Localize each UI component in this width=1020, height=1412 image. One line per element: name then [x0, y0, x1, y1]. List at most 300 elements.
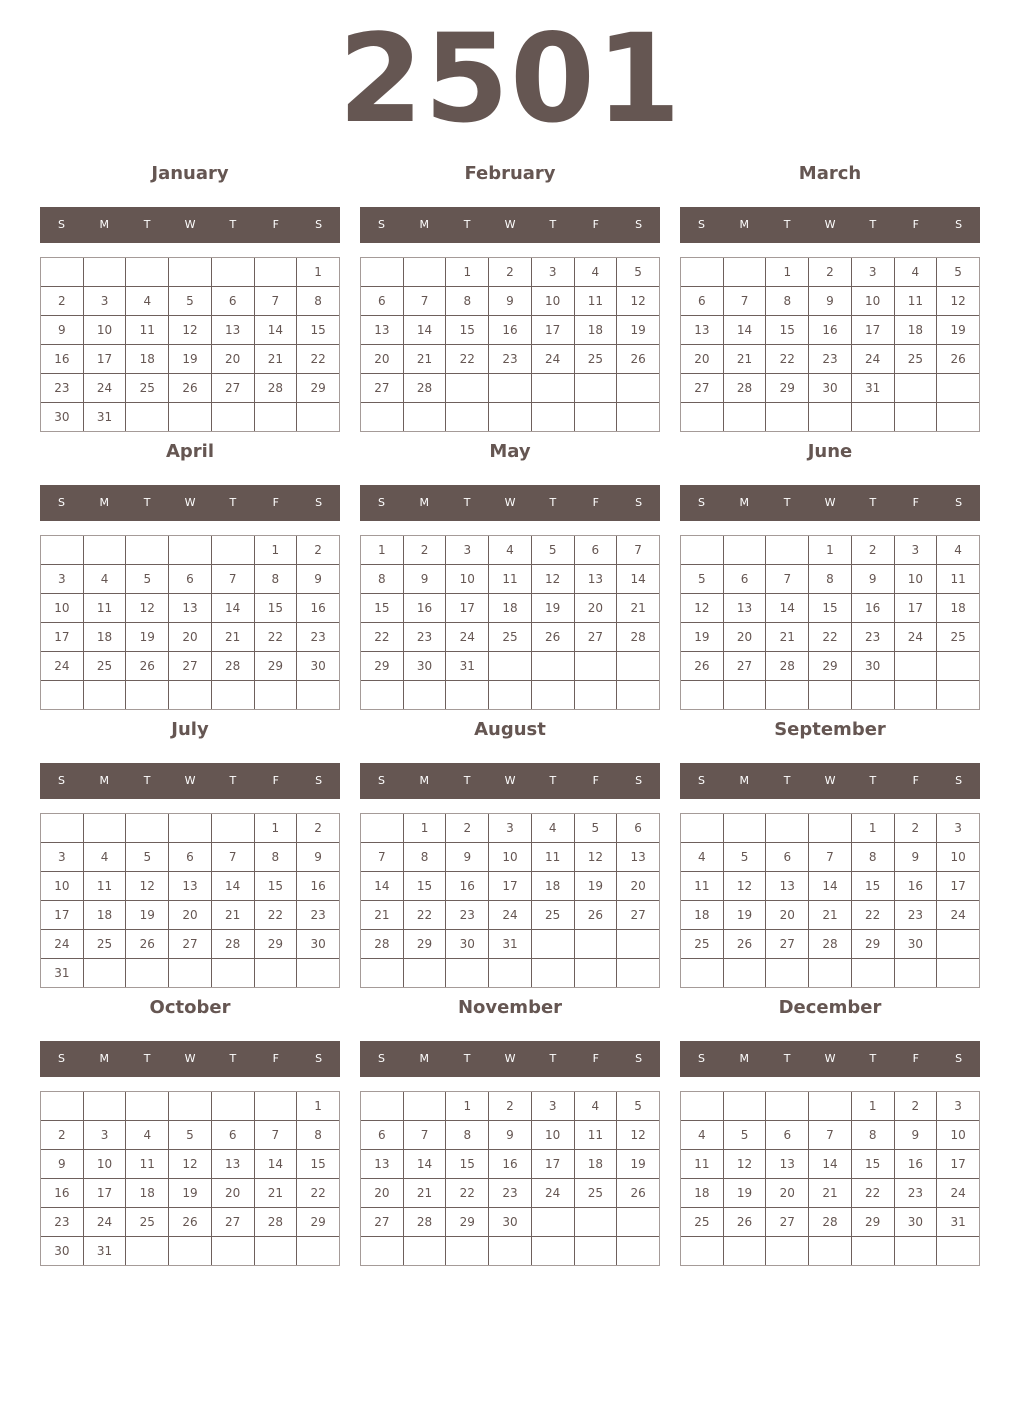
month-title: June	[807, 441, 853, 462]
day-cell: 3	[83, 1121, 126, 1150]
week-row	[361, 1237, 660, 1266]
day-cell: 13	[766, 1150, 809, 1179]
day-cell: 5	[531, 536, 574, 565]
day-cell: 12	[531, 565, 574, 594]
day-cell: 28	[211, 652, 254, 681]
empty-cell	[894, 1237, 937, 1266]
month-title: May	[489, 441, 531, 462]
week-row	[361, 565, 660, 594]
empty-cell	[297, 681, 340, 710]
day-cell: 10	[489, 843, 532, 872]
day-cell: 26	[126, 652, 169, 681]
day-cell: 21	[211, 901, 254, 930]
day-cell: 31	[489, 930, 532, 959]
week-row	[41, 287, 340, 316]
day-cell: 15	[361, 594, 404, 623]
day-cell: 9	[297, 843, 340, 872]
week-row	[361, 403, 660, 432]
day-cell: 30	[41, 1237, 84, 1266]
day-cell: 27	[211, 1208, 254, 1237]
day-cell: 1	[297, 1092, 340, 1121]
empty-cell	[211, 403, 254, 432]
day-cell: 2	[41, 287, 84, 316]
day-cell: 29	[361, 652, 404, 681]
day-cell: 24	[937, 901, 980, 930]
empty-cell	[723, 403, 766, 432]
day-cell: 11	[126, 1150, 169, 1179]
day-cell: 4	[574, 1092, 617, 1121]
week-row	[361, 1150, 660, 1179]
empty-cell	[211, 681, 254, 710]
weekday-label: S	[377, 774, 385, 787]
empty-cell	[723, 258, 766, 287]
day-cell: 21	[361, 901, 404, 930]
year-title: 2501	[338, 8, 682, 150]
week-row	[681, 565, 980, 594]
empty-cell	[126, 959, 169, 988]
empty-cell	[723, 1237, 766, 1266]
week-row	[41, 901, 340, 930]
day-cell: 8	[297, 287, 340, 316]
week-row	[361, 374, 660, 403]
weekday-label: S	[377, 218, 385, 231]
empty-cell	[531, 1208, 574, 1237]
day-cell: 20	[211, 345, 254, 374]
weekday-label: S	[697, 774, 705, 787]
day-cell: 17	[83, 1179, 126, 1208]
day-cell: 24	[83, 1208, 126, 1237]
weekday-label: T	[549, 218, 557, 231]
empty-cell	[937, 959, 980, 988]
day-cell: 29	[254, 930, 297, 959]
day-cell: 18	[937, 594, 980, 623]
day-cell: 20	[574, 594, 617, 623]
weekday-label: S	[955, 218, 963, 231]
day-cell: 20	[723, 623, 766, 652]
day-cell: 8	[446, 1121, 489, 1150]
day-cell: 21	[809, 1179, 852, 1208]
day-cell: 24	[531, 1179, 574, 1208]
empty-cell	[126, 258, 169, 287]
day-cell: 7	[254, 287, 297, 316]
empty-cell	[41, 1092, 84, 1121]
weekday-label: W	[504, 1052, 516, 1065]
day-cell: 27	[169, 930, 212, 959]
day-cell: 22	[297, 1179, 340, 1208]
empty-cell	[446, 403, 489, 432]
day-cell: 10	[531, 1121, 574, 1150]
empty-cell	[446, 1237, 489, 1266]
empty-cell	[169, 959, 212, 988]
day-cell: 13	[361, 1150, 404, 1179]
day-cell: 28	[361, 930, 404, 959]
empty-cell	[809, 1092, 852, 1121]
day-cell: 11	[681, 872, 724, 901]
day-cell: 27	[617, 901, 660, 930]
day-cell: 16	[446, 872, 489, 901]
day-cell: 17	[894, 594, 937, 623]
day-cell: 25	[126, 374, 169, 403]
day-cell: 13	[723, 594, 766, 623]
day-cell: 14	[211, 594, 254, 623]
day-cell: 20	[169, 901, 212, 930]
day-cell: 28	[809, 930, 852, 959]
day-cell: 21	[766, 623, 809, 652]
day-cell: 30	[41, 403, 84, 432]
weekday-label: F	[912, 774, 919, 787]
day-cell: 9	[446, 843, 489, 872]
weekday-header	[360, 207, 660, 243]
weekday-header	[360, 763, 660, 799]
day-cell: 14	[403, 1150, 446, 1179]
weekday-label: S	[377, 1052, 385, 1065]
weekday-label: M	[739, 496, 750, 509]
day-cell: 15	[403, 872, 446, 901]
day-cell: 5	[723, 1121, 766, 1150]
day-cell: 26	[723, 930, 766, 959]
day-cell: 13	[617, 843, 660, 872]
weekday-label: F	[592, 496, 599, 509]
weekday-label: M	[419, 774, 430, 787]
day-cell: 1	[254, 536, 297, 565]
day-cell: 12	[574, 843, 617, 872]
month-title: April	[165, 441, 215, 462]
week-row	[361, 623, 660, 652]
empty-cell	[41, 258, 84, 287]
day-cell: 22	[297, 345, 340, 374]
weekday-label: W	[824, 218, 836, 231]
week-row	[361, 930, 660, 959]
weekday-label: W	[824, 496, 836, 509]
day-cell: 18	[681, 901, 724, 930]
day-cell: 5	[574, 814, 617, 843]
day-cell: 29	[851, 1208, 894, 1237]
day-cell: 16	[489, 316, 532, 345]
day-cell: 7	[211, 843, 254, 872]
day-cell: 23	[297, 901, 340, 930]
weekday-label: T	[463, 218, 471, 231]
empty-cell	[617, 403, 660, 432]
day-cell: 19	[681, 623, 724, 652]
day-cell: 24	[489, 901, 532, 930]
day-cell: 19	[126, 901, 169, 930]
day-cell: 22	[254, 901, 297, 930]
empty-cell	[766, 1237, 809, 1266]
day-cell: 13	[361, 316, 404, 345]
day-cell: 18	[126, 345, 169, 374]
day-cell: 10	[531, 287, 574, 316]
day-cell: 12	[169, 316, 212, 345]
week-row	[681, 403, 980, 432]
day-cell: 23	[894, 901, 937, 930]
weekday-label: F	[592, 774, 599, 787]
empty-cell	[297, 403, 340, 432]
day-cell: 14	[723, 316, 766, 345]
empty-cell	[766, 536, 809, 565]
weekday-label: S	[635, 218, 643, 231]
weekday-label: S	[57, 496, 65, 509]
day-cell: 11	[489, 565, 532, 594]
day-cell: 1	[766, 258, 809, 287]
weekday-label: S	[635, 774, 643, 787]
weekday-label: M	[739, 1052, 750, 1065]
day-cell: 14	[254, 316, 297, 345]
day-cell: 23	[41, 374, 84, 403]
empty-cell	[489, 681, 532, 710]
day-cell: 17	[937, 1150, 980, 1179]
day-grid	[40, 257, 340, 432]
day-grid	[360, 813, 660, 988]
day-cell: 1	[254, 814, 297, 843]
weekday-label: T	[783, 774, 791, 787]
day-cell: 26	[126, 930, 169, 959]
week-row	[361, 901, 660, 930]
weekday-header	[680, 1041, 980, 1077]
day-cell: 12	[126, 872, 169, 901]
week-row	[361, 594, 660, 623]
empty-cell	[851, 1237, 894, 1266]
week-row	[681, 594, 980, 623]
day-cell: 1	[297, 258, 340, 287]
day-cell: 31	[851, 374, 894, 403]
day-cell: 2	[297, 536, 340, 565]
day-cell: 29	[297, 1208, 340, 1237]
weekday-label: T	[869, 774, 877, 787]
day-cell: 19	[126, 623, 169, 652]
day-cell: 4	[681, 1121, 724, 1150]
day-cell: 22	[766, 345, 809, 374]
day-cell: 4	[531, 814, 574, 843]
empty-cell	[489, 959, 532, 988]
day-cell: 10	[83, 316, 126, 345]
weekday-label: T	[463, 496, 471, 509]
day-cell: 8	[766, 287, 809, 316]
day-cell: 31	[446, 652, 489, 681]
day-cell: 27	[681, 374, 724, 403]
week-row	[41, 345, 340, 374]
day-cell: 12	[723, 872, 766, 901]
week-row	[361, 652, 660, 681]
day-cell: 7	[766, 565, 809, 594]
day-cell: 6	[211, 1121, 254, 1150]
empty-cell	[361, 258, 404, 287]
day-cell: 22	[446, 1179, 489, 1208]
empty-cell	[531, 374, 574, 403]
day-cell: 11	[574, 1121, 617, 1150]
day-cell: 3	[531, 1092, 574, 1121]
weekday-label: T	[229, 218, 237, 231]
empty-cell	[361, 1237, 404, 1266]
day-cell: 28	[766, 652, 809, 681]
day-cell: 30	[894, 930, 937, 959]
day-cell: 6	[169, 843, 212, 872]
empty-cell	[169, 1092, 212, 1121]
day-cell: 26	[169, 374, 212, 403]
day-cell: 13	[169, 872, 212, 901]
day-cell: 26	[531, 623, 574, 652]
day-cell: 29	[254, 652, 297, 681]
day-cell: 11	[83, 872, 126, 901]
day-cell: 30	[851, 652, 894, 681]
day-cell: 3	[531, 258, 574, 287]
day-grid	[40, 1091, 340, 1266]
day-cell: 17	[489, 872, 532, 901]
day-cell: 15	[809, 594, 852, 623]
day-cell: 4	[126, 1121, 169, 1150]
day-grid	[680, 535, 980, 710]
day-cell: 9	[851, 565, 894, 594]
week-row	[41, 872, 340, 901]
day-cell: 1	[403, 814, 446, 843]
empty-cell	[617, 1208, 660, 1237]
empty-cell	[297, 1237, 340, 1266]
empty-cell	[489, 1237, 532, 1266]
day-cell: 4	[489, 536, 532, 565]
day-cell: 2	[41, 1121, 84, 1150]
day-cell: 20	[766, 1179, 809, 1208]
week-row	[41, 930, 340, 959]
day-cell: 6	[211, 287, 254, 316]
day-cell: 15	[297, 316, 340, 345]
day-cell: 9	[41, 316, 84, 345]
day-grid	[40, 535, 340, 710]
weekday-header	[680, 763, 980, 799]
day-cell: 15	[297, 1150, 340, 1179]
day-cell: 15	[254, 594, 297, 623]
day-cell: 28	[617, 623, 660, 652]
empty-cell	[254, 1237, 297, 1266]
empty-cell	[574, 652, 617, 681]
week-row	[41, 316, 340, 345]
weekday-label: T	[783, 496, 791, 509]
weekday-label: T	[549, 774, 557, 787]
empty-cell	[446, 374, 489, 403]
weekday-label: T	[143, 496, 151, 509]
empty-cell	[809, 403, 852, 432]
day-cell: 16	[41, 345, 84, 374]
week-row	[361, 814, 660, 843]
day-cell: 13	[681, 316, 724, 345]
week-row	[41, 681, 340, 710]
day-cell: 24	[41, 930, 84, 959]
day-cell: 30	[809, 374, 852, 403]
day-grid	[680, 1091, 980, 1266]
empty-cell	[531, 403, 574, 432]
day-cell: 22	[809, 623, 852, 652]
weekday-label: S	[57, 1052, 65, 1065]
day-cell: 24	[446, 623, 489, 652]
weekday-label: W	[184, 496, 196, 509]
empty-cell	[723, 536, 766, 565]
day-cell: 26	[681, 652, 724, 681]
empty-cell	[403, 959, 446, 988]
weekday-label: S	[57, 218, 65, 231]
week-row	[41, 1179, 340, 1208]
week-row	[361, 681, 660, 710]
empty-cell	[531, 930, 574, 959]
day-cell: 12	[937, 287, 980, 316]
weekday-label: S	[315, 496, 323, 509]
day-cell: 1	[809, 536, 852, 565]
day-cell: 30	[403, 652, 446, 681]
day-grid	[680, 813, 980, 988]
day-cell: 21	[403, 345, 446, 374]
day-cell: 1	[851, 814, 894, 843]
day-cell: 10	[894, 565, 937, 594]
weekday-label: T	[869, 1052, 877, 1065]
empty-cell	[254, 258, 297, 287]
day-cell: 26	[169, 1208, 212, 1237]
empty-cell	[83, 536, 126, 565]
day-cell: 12	[126, 594, 169, 623]
day-cell: 30	[489, 1208, 532, 1237]
weekday-header	[40, 485, 340, 521]
day-cell: 23	[851, 623, 894, 652]
empty-cell	[531, 652, 574, 681]
weekday-label: T	[463, 1052, 471, 1065]
empty-cell	[169, 1237, 212, 1266]
day-cell: 3	[851, 258, 894, 287]
day-cell: 5	[617, 1092, 660, 1121]
day-cell: 25	[681, 1208, 724, 1237]
empty-cell	[617, 681, 660, 710]
week-row	[681, 258, 980, 287]
day-cell: 6	[169, 565, 212, 594]
empty-cell	[403, 258, 446, 287]
weekday-label: S	[697, 496, 705, 509]
empty-cell	[489, 403, 532, 432]
day-cell: 25	[574, 345, 617, 374]
day-cell: 21	[211, 623, 254, 652]
day-cell: 27	[361, 374, 404, 403]
empty-cell	[681, 258, 724, 287]
day-cell: 9	[403, 565, 446, 594]
week-row	[361, 287, 660, 316]
day-cell: 27	[766, 1208, 809, 1237]
weekday-label: F	[912, 1052, 919, 1065]
day-cell: 19	[169, 1179, 212, 1208]
day-cell: 22	[851, 1179, 894, 1208]
empty-cell	[83, 959, 126, 988]
day-cell: 7	[403, 1121, 446, 1150]
day-cell: 10	[41, 594, 84, 623]
day-cell: 14	[361, 872, 404, 901]
day-cell: 4	[126, 287, 169, 316]
day-cell: 14	[809, 872, 852, 901]
empty-cell	[211, 814, 254, 843]
day-cell: 4	[83, 843, 126, 872]
week-row	[41, 565, 340, 594]
empty-cell	[574, 1237, 617, 1266]
day-cell: 11	[937, 565, 980, 594]
empty-cell	[254, 681, 297, 710]
day-cell: 27	[211, 374, 254, 403]
week-row	[681, 814, 980, 843]
day-cell: 30	[894, 1208, 937, 1237]
day-grid	[360, 535, 660, 710]
empty-cell	[681, 959, 724, 988]
month-title: January	[151, 163, 229, 184]
day-cell: 25	[83, 930, 126, 959]
week-row	[681, 872, 980, 901]
weekday-header	[360, 485, 660, 521]
day-cell: 27	[766, 930, 809, 959]
day-cell: 8	[361, 565, 404, 594]
day-cell: 24	[531, 345, 574, 374]
day-cell: 2	[446, 814, 489, 843]
weekday-label: F	[272, 1052, 279, 1065]
weekday-label: M	[739, 218, 750, 231]
